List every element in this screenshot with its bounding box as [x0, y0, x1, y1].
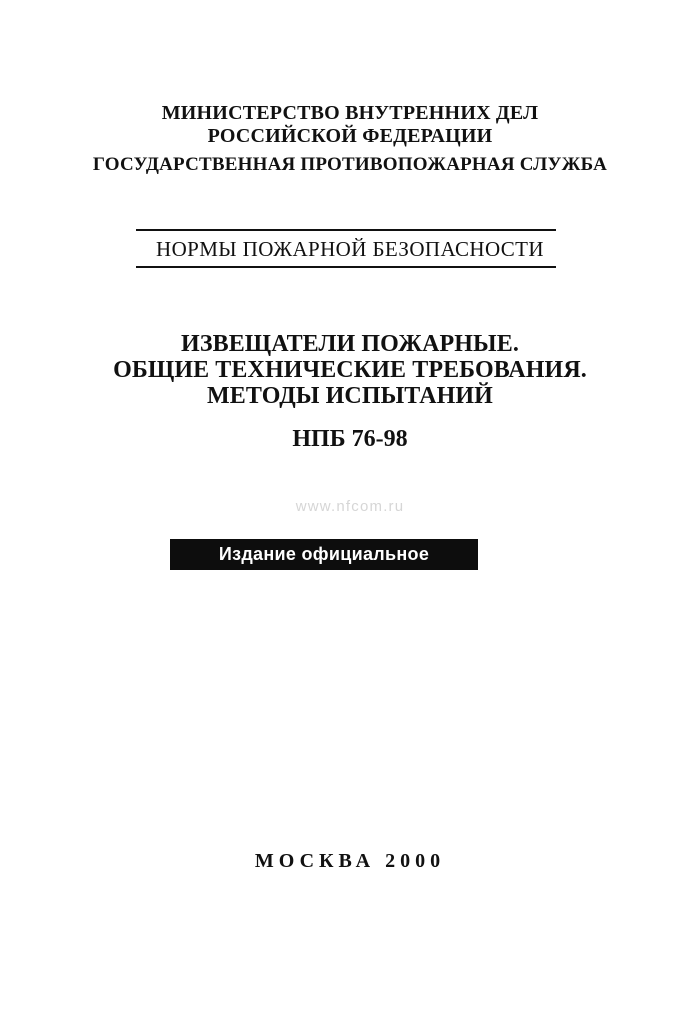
- edition-label-box: [170, 539, 478, 570]
- city-year: МОСКВА 2000: [254, 850, 446, 872]
- service-heading: ГОСУДАРСТВЕННАЯ ПРОТИВОПОЖАРНАЯ СЛУЖБА: [92, 154, 608, 175]
- top-divider: [136, 229, 556, 231]
- document-title: [0, 331, 700, 409]
- ministry-line-1: МИНИСТЕРСТВО ВНУТРЕННИХ ДЕЛ: [161, 102, 539, 124]
- ministry-heading: [0, 102, 700, 148]
- watermark-text: www.nfcom.ru: [295, 498, 405, 515]
- title-line-3: МЕТОДЫ ИСПЫТАНИЙ: [207, 383, 493, 409]
- edition-label: Издание официальное: [218, 544, 430, 564]
- title-line-2: ОБЩИЕ ТЕХНИЧЕСКИЕ ТРЕБОВАНИЯ.: [113, 357, 587, 383]
- ministry-line-2: РОССИЙСКОЙ ФЕДЕРАЦИИ: [207, 125, 493, 147]
- title-line-1: ИЗВЕЩАТЕЛИ ПОЖАРНЫЕ.: [181, 331, 519, 357]
- document-code: НПБ 76-98: [292, 426, 408, 452]
- bottom-divider: [136, 266, 556, 268]
- norms-heading: НОРМЫ ПОЖАРНОЙ БЕЗОПАСНОСТИ: [156, 237, 544, 261]
